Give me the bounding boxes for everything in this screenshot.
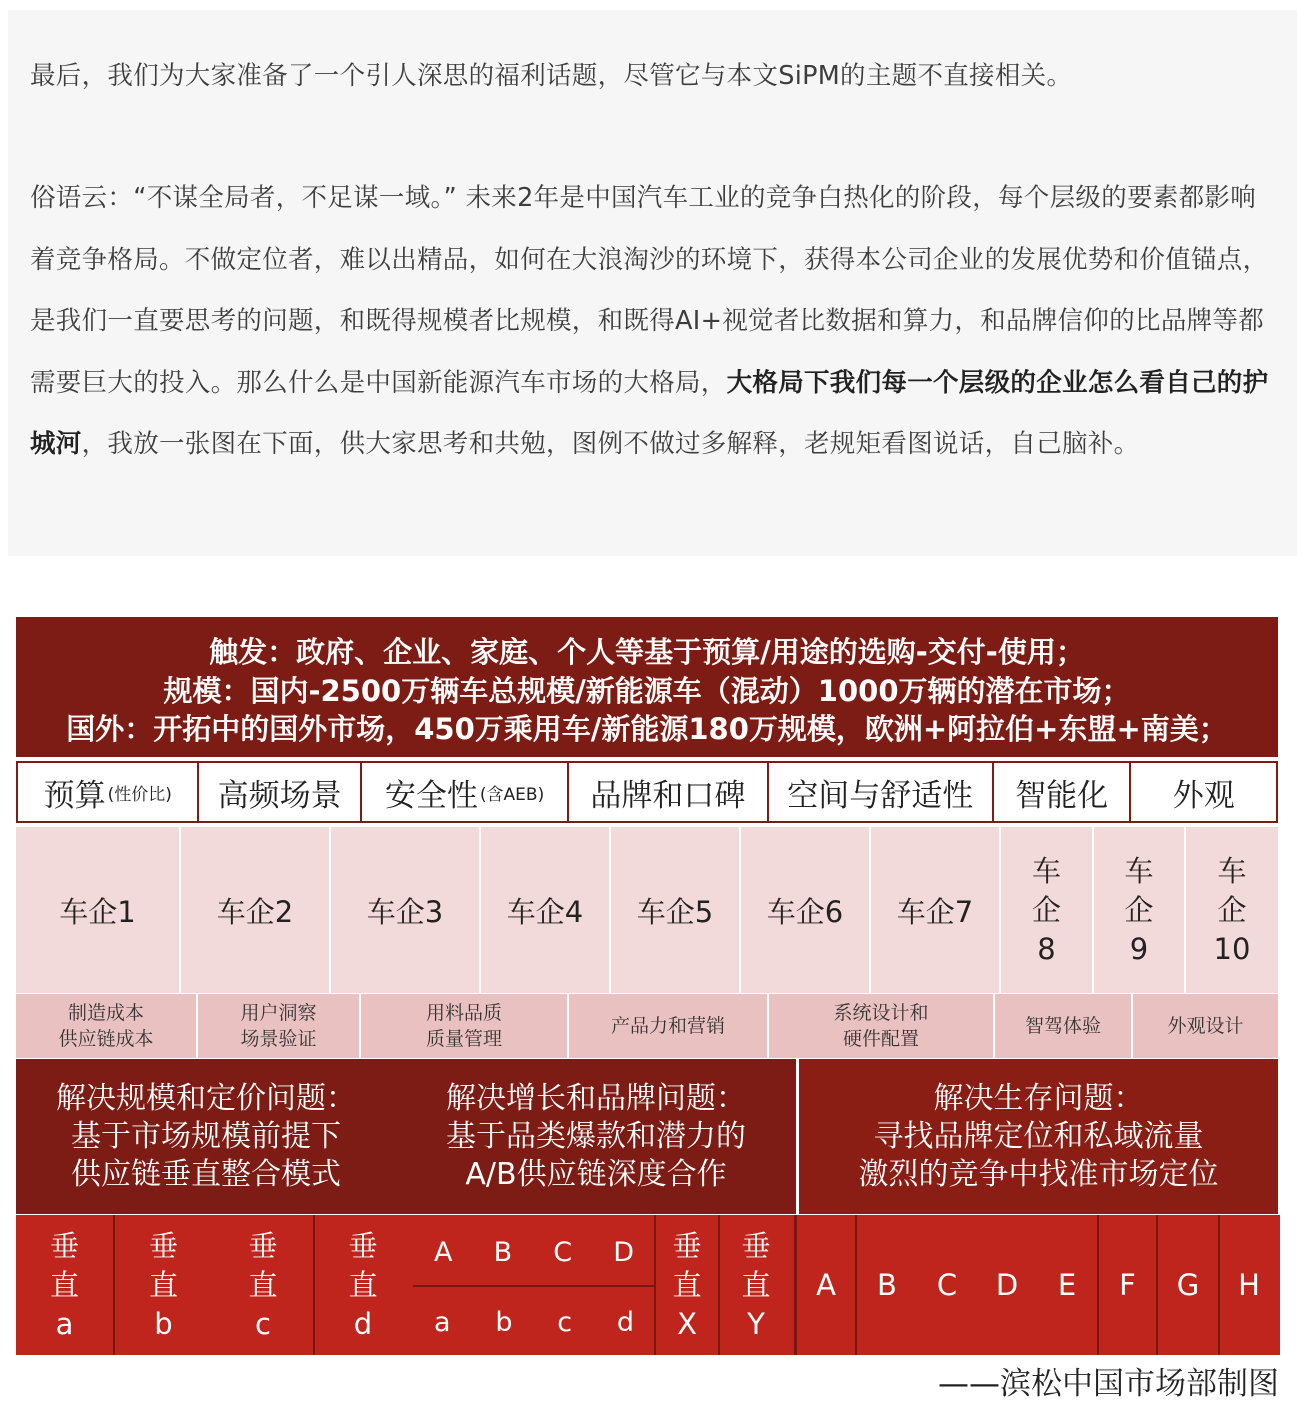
capability-insight bbox=[198, 994, 361, 1058]
strategy-line: 基于市场规模前提下 bbox=[71, 1118, 341, 1154]
vertical-cell bbox=[720, 1215, 792, 1355]
vertical-letter: d bbox=[353, 1306, 373, 1341]
market-banner bbox=[16, 617, 1278, 757]
vertical-letter: a bbox=[55, 1306, 74, 1341]
factor-label: 空间与舒适性 bbox=[787, 777, 974, 814]
vertical-letter: c bbox=[255, 1306, 271, 1341]
company-cell: 车企5 bbox=[611, 827, 741, 993]
factor-safety bbox=[362, 763, 569, 821]
supplier-cell: A bbox=[816, 1267, 836, 1302]
factor-scenario bbox=[199, 763, 361, 821]
vertical-char: 直 bbox=[248, 1267, 278, 1302]
divider bbox=[413, 1285, 654, 1287]
automakers-row bbox=[16, 827, 1278, 993]
lower-supplier-letters bbox=[434, 1307, 634, 1338]
vertical-char: 直 bbox=[672, 1267, 702, 1302]
supplier-cell: B bbox=[877, 1267, 897, 1302]
capability-line: 用户洞察 bbox=[240, 1002, 317, 1024]
company-cell-vertical bbox=[1094, 827, 1186, 993]
vertical-char: 垂 bbox=[248, 1228, 278, 1263]
company-char: 企 bbox=[1217, 892, 1247, 927]
vertical-cell bbox=[115, 1215, 212, 1355]
capabilities-row bbox=[16, 994, 1278, 1058]
capability-line: 硬件配置 bbox=[842, 1028, 919, 1050]
vertical-letter: Y bbox=[747, 1306, 765, 1341]
capability-cost bbox=[16, 994, 198, 1058]
strategy-line: 供应链垂直整合模式 bbox=[71, 1156, 341, 1192]
company-cell: 车企7 bbox=[871, 827, 1001, 993]
supplier-letter: D bbox=[613, 1237, 634, 1268]
factor-label: 预算 bbox=[43, 777, 106, 814]
capability-quality bbox=[361, 994, 569, 1058]
supplier-cell: F bbox=[1119, 1267, 1136, 1302]
supplier-letter: A bbox=[434, 1237, 453, 1268]
article-text-block bbox=[8, 10, 1297, 556]
company-cell: 车企6 bbox=[741, 827, 871, 993]
capability-adas bbox=[995, 994, 1133, 1058]
supplier-letter: C bbox=[553, 1237, 573, 1268]
capability-line: 质量管理 bbox=[425, 1028, 502, 1050]
factor-label: 高频场景 bbox=[217, 777, 342, 814]
strategy-row bbox=[16, 1059, 1278, 1214]
factor-note: (含AEB) bbox=[479, 784, 545, 805]
vertical-letter: X bbox=[677, 1306, 697, 1341]
factor-appearance bbox=[1131, 763, 1276, 821]
main-paragraph-ending: ，我放一张图在下面，供大家思考和共勉，图例不做过多解释，老规矩看图说话，自己脑补。 bbox=[81, 429, 1140, 459]
strategy-scale bbox=[16, 1059, 396, 1214]
factor-label: 安全性 bbox=[384, 777, 478, 814]
intro-paragraph: 最后，我们为大家准备了一个引人深思的福利话题，尽管它与本文SiPM的主题不直接相关。 bbox=[30, 61, 1073, 91]
supplier-cell: G bbox=[1176, 1267, 1200, 1302]
supplier-letter: B bbox=[493, 1237, 513, 1268]
company-number: 10 bbox=[1213, 931, 1251, 966]
purchase-factors-row bbox=[16, 761, 1278, 823]
capability-marketing bbox=[569, 994, 769, 1058]
supplier-cell: E bbox=[1057, 1267, 1077, 1302]
strategy-line: 激烈的竞争中找准市场定位 bbox=[858, 1156, 1219, 1192]
company-cell-vertical bbox=[1186, 827, 1278, 993]
vertical-cell bbox=[315, 1215, 411, 1355]
vertical-cell bbox=[656, 1215, 718, 1355]
capability-line: 供应链成本 bbox=[58, 1028, 154, 1050]
strategy-title: 解决规模和定价问题： bbox=[56, 1080, 356, 1116]
capability-line: 场景验证 bbox=[240, 1028, 317, 1050]
image-credit: ——滨松中国市场部制图 bbox=[938, 1366, 1279, 1402]
vertical-cell bbox=[16, 1215, 113, 1355]
strategy-line: 基于品类爆款和潜力的 bbox=[446, 1118, 746, 1154]
upper-supplier-letters bbox=[434, 1237, 634, 1268]
main-paragraph bbox=[30, 168, 1280, 476]
supplier-cell: C bbox=[936, 1267, 958, 1302]
company-cell: 车企3 bbox=[331, 827, 481, 993]
supply-chain-row bbox=[16, 1215, 1280, 1355]
factor-intelligence bbox=[994, 763, 1132, 821]
factor-space bbox=[769, 763, 994, 821]
market-landscape-diagram bbox=[16, 617, 1280, 1357]
company-char: 企 bbox=[1124, 892, 1154, 927]
supplier-letter: d bbox=[616, 1307, 634, 1338]
strategy-survival bbox=[796, 1059, 1278, 1214]
factor-note: (性价比) bbox=[107, 784, 172, 805]
vertical-char: 垂 bbox=[348, 1228, 378, 1263]
factor-label: 智能化 bbox=[1015, 777, 1109, 814]
company-cell-vertical bbox=[1001, 827, 1094, 993]
vertical-char: 垂 bbox=[672, 1228, 702, 1263]
banner-scale-line: 规模：国内-2500万辆车总规模/新能源车（混动）1000万辆的潜在市场； bbox=[163, 674, 1131, 708]
capability-line: 产品力和营销 bbox=[610, 1015, 725, 1037]
strategy-title: 解决增长和品牌问题： bbox=[446, 1080, 746, 1116]
supplier-letter: c bbox=[557, 1307, 573, 1338]
company-cell: 车企1 bbox=[16, 827, 181, 993]
vertical-char: 直 bbox=[741, 1267, 771, 1302]
supplier-letter: a bbox=[434, 1307, 451, 1338]
company-char: 车 bbox=[1124, 853, 1154, 888]
strategy-line: 寻找品牌定位和私域流量 bbox=[873, 1118, 1204, 1154]
banner-trigger-line: 触发：政府、企业、家庭、个人等基于预算/用途的选购-交付-使用； bbox=[209, 635, 1085, 669]
strategy-growth bbox=[396, 1059, 796, 1214]
capability-line: 系统设计和 bbox=[833, 1002, 929, 1024]
vertical-char: 垂 bbox=[49, 1228, 79, 1263]
capability-line: 制造成本 bbox=[67, 1002, 144, 1024]
strategy-title: 解决生存问题： bbox=[933, 1080, 1144, 1116]
company-cell: 车企2 bbox=[181, 827, 331, 993]
supplier-cell: D bbox=[995, 1267, 1019, 1302]
capability-design bbox=[1133, 994, 1278, 1058]
main-paragraph-text: 俗语云：“不谋全局者，不足谋一域。” 未来2年是中国汽车工业的竞争白热化的阶段，每个层级的要素都影响着竞争格局。不做定位者，难以出精品，如何在大浪淘沙的环境下，获得本公司企业的发展优势和价值锚点，是我们一直要思考的问题，和既得规模者比规模，和既得AI+视觉者比数据和算力，和品牌信仰的比品牌等都需要巨大的投入。那么什么是中国新能源汽车市场的大格局， bbox=[30, 183, 1269, 398]
supplier-cell: H bbox=[1238, 1267, 1260, 1302]
company-char: 企 bbox=[1031, 892, 1061, 927]
main-paragraph-highlight: 大格局下我们每一个层级的企业怎么看自己的护城河 bbox=[30, 367, 1269, 459]
supplier-letter: b bbox=[495, 1307, 513, 1338]
vertical-char: 直 bbox=[148, 1267, 178, 1302]
company-number: 8 bbox=[1037, 931, 1056, 966]
factor-brand bbox=[569, 763, 768, 821]
factor-budget bbox=[18, 763, 199, 821]
factor-label: 外观 bbox=[1172, 777, 1235, 814]
banner-overseas-line: 国外：开拓中的国外市场，450万乘用车/新能源180万规模，欧洲+阿拉伯+东盟+南美； bbox=[66, 712, 1228, 746]
capability-line: 智驾体验 bbox=[1024, 1015, 1101, 1037]
capability-line: 外观设计 bbox=[1167, 1015, 1244, 1037]
vertical-char: 垂 bbox=[741, 1228, 771, 1263]
vertical-cell bbox=[214, 1215, 312, 1355]
capability-line: 用料品质 bbox=[425, 1002, 502, 1024]
vertical-char: 垂 bbox=[148, 1228, 178, 1263]
vertical-letter: b bbox=[154, 1306, 173, 1341]
capability-system bbox=[769, 994, 995, 1058]
vertical-char: 直 bbox=[49, 1267, 79, 1302]
factor-label: 品牌和口碑 bbox=[590, 777, 746, 814]
company-char: 车 bbox=[1217, 853, 1247, 888]
company-char: 车 bbox=[1031, 853, 1061, 888]
vertical-char: 直 bbox=[348, 1267, 378, 1302]
company-cell: 车企4 bbox=[481, 827, 611, 993]
strategy-line: A/B供应链深度合作 bbox=[465, 1156, 727, 1192]
company-number: 9 bbox=[1129, 931, 1149, 966]
